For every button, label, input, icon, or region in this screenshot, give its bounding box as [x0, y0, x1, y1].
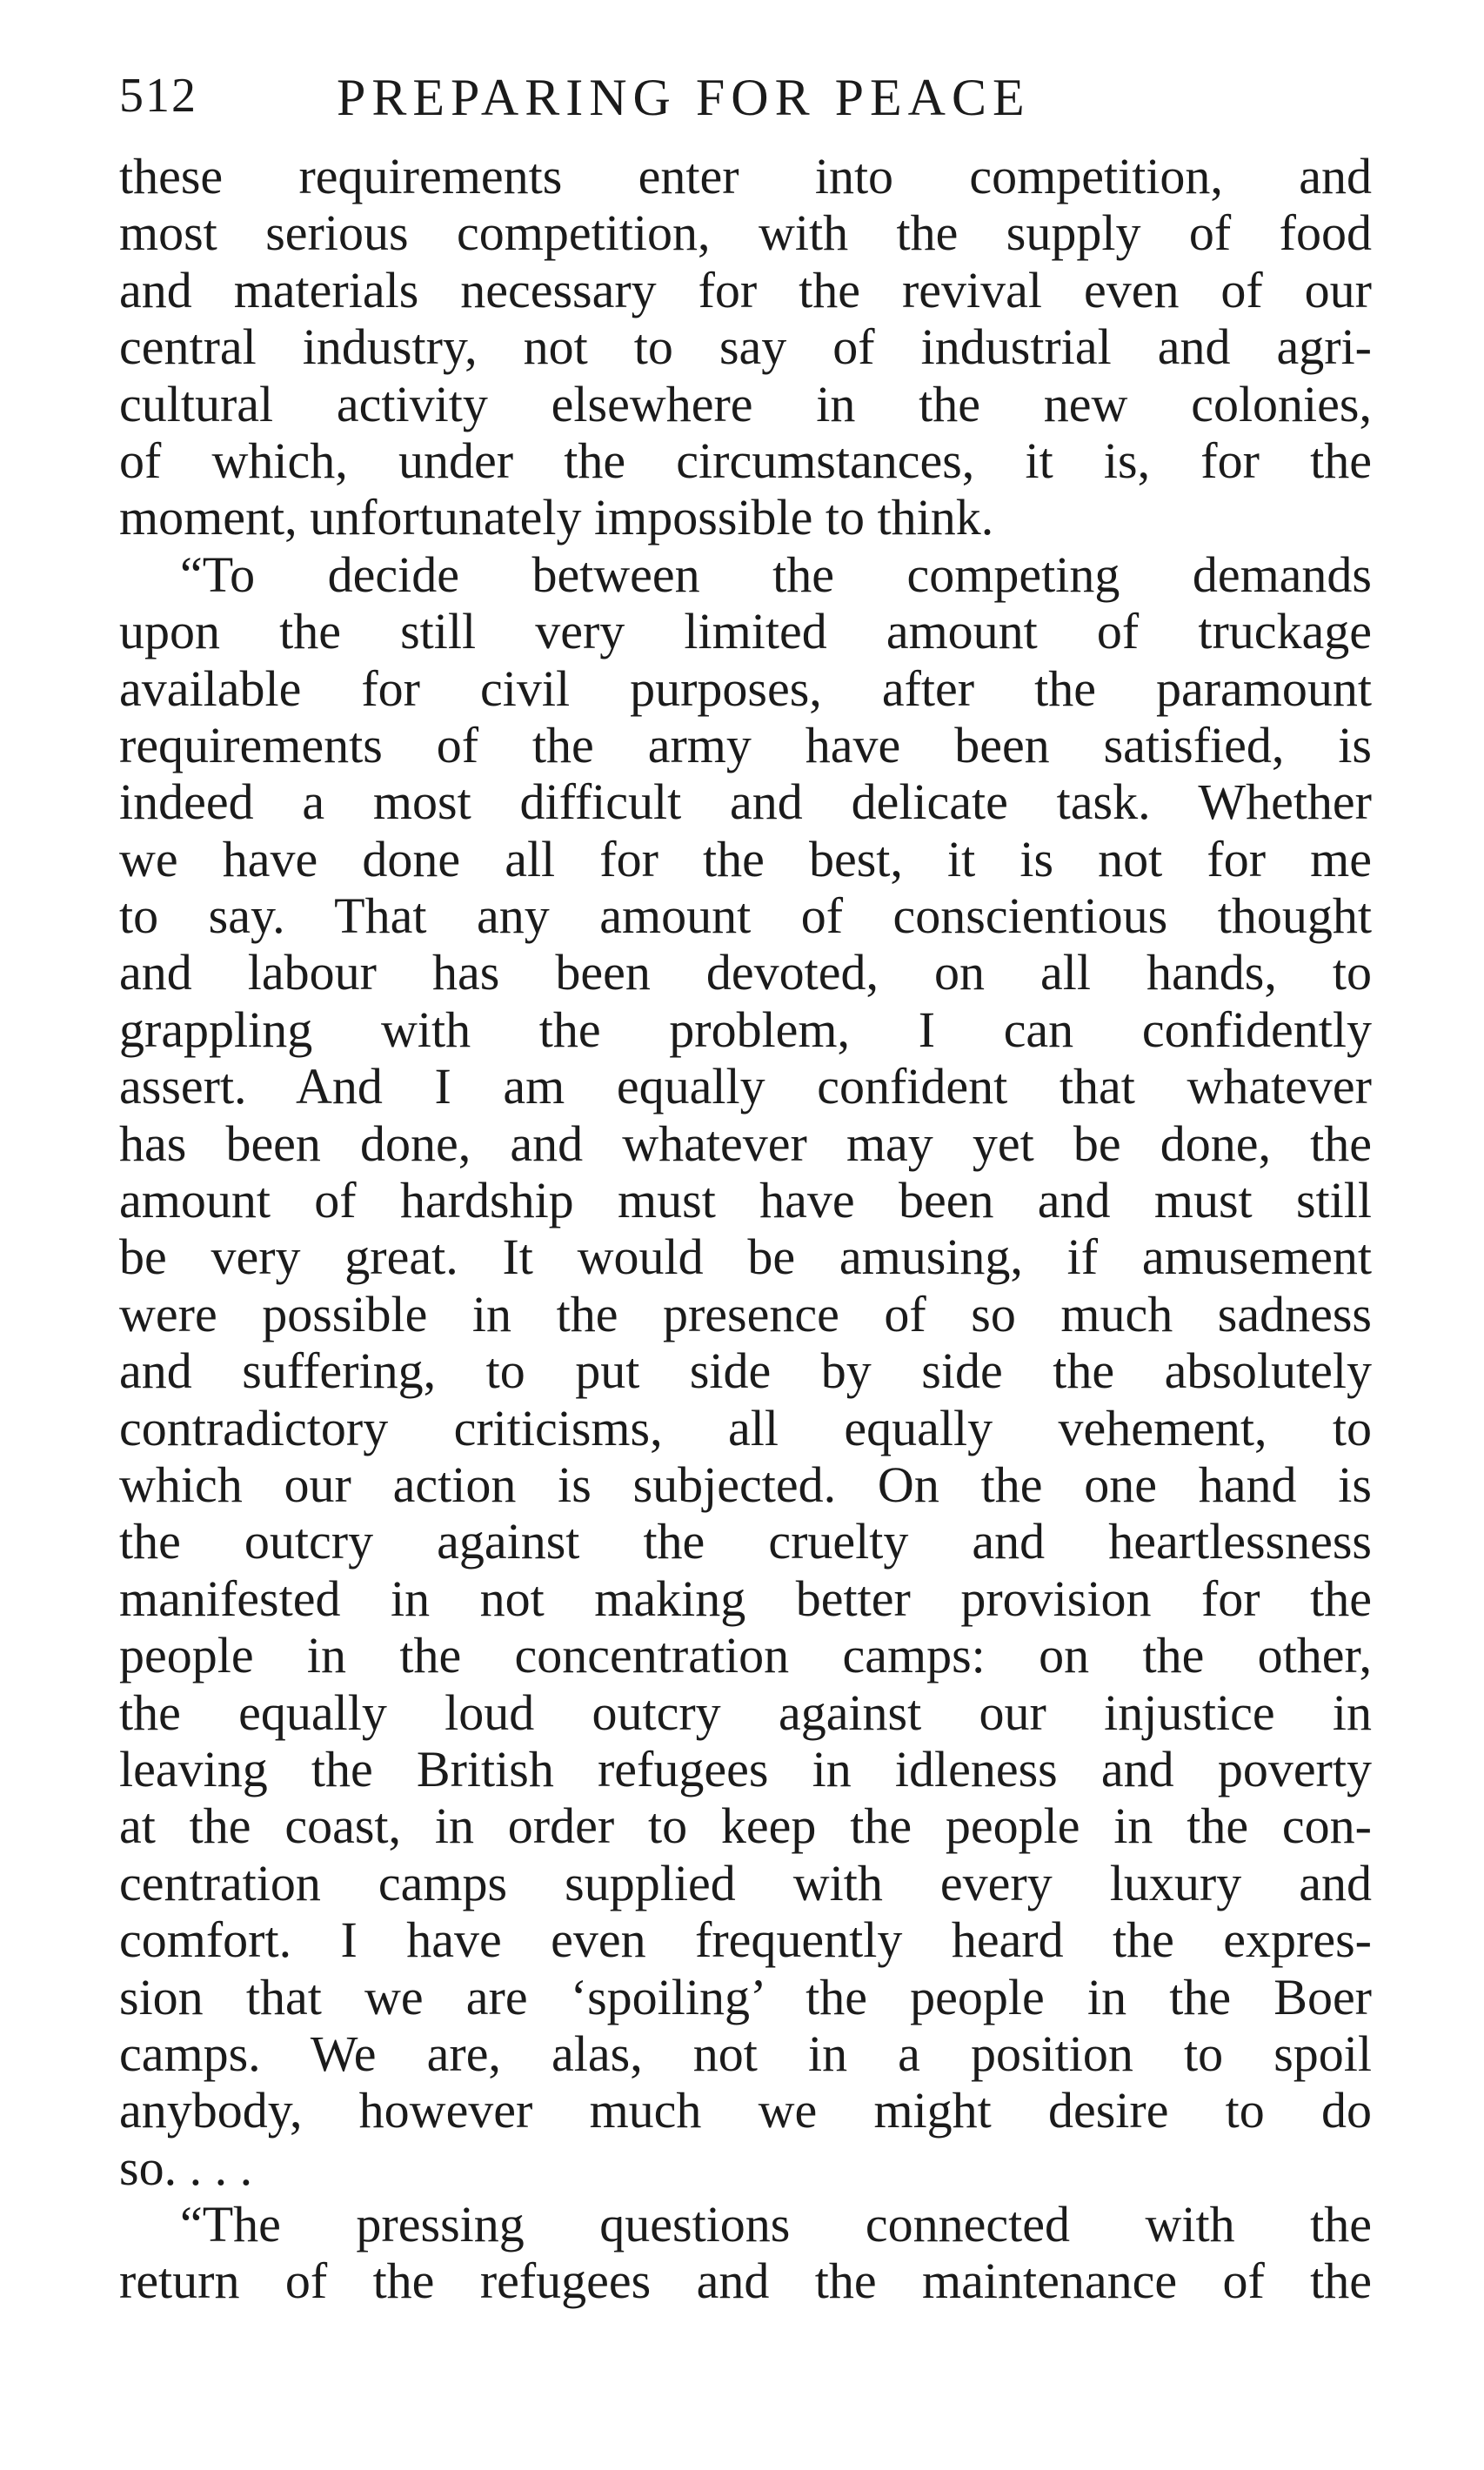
text-line: to say. That any amount of conscientious thought — [119, 887, 1372, 945]
text-line: these requirements enter into competition, and — [119, 148, 1372, 204]
text-line: be very great. It would be amusing, if amusement — [119, 1228, 1372, 1286]
text-line: the equally loud outcry against our injustice in — [119, 1683, 1372, 1741]
text-line: sion that we are ‘spoiling’ the people in the Boer — [119, 1968, 1372, 2025]
running-head: PREPARING FOR PEACE — [337, 69, 1031, 126]
text-line: “To decide between the competing demands — [180, 546, 1372, 603]
text-line: manifested in not making better provision for the — [119, 1570, 1372, 1627]
text-line: at the coast, in order to keep the people in the con- — [119, 1797, 1372, 1855]
text-line: the outcry against the cruelty and heartlessness — [119, 1513, 1372, 1570]
text-line: cultural activity elsewhere in the new colonies, — [119, 375, 1372, 432]
page-header — [119, 68, 1372, 137]
text-line: “The pressing questions connected with the — [180, 2196, 1372, 2253]
text-line: central industry, not to say of industrial and agri- — [119, 318, 1372, 376]
text-line: and labour has been devoted, on all hands, to — [119, 944, 1372, 1001]
text-line: which our action is subjected. On the one hand is — [119, 1456, 1372, 1513]
text-line: so. . . . — [119, 2139, 253, 2196]
text-line: grappling with the problem, I can confidently — [119, 1001, 1372, 1058]
text-line: camps. We are, alas, not in a position to spoil — [119, 2025, 1372, 2082]
text-line: indeed a most difficult and delicate task. Whether — [119, 773, 1372, 831]
text-line: we have done all for the best, it is not for me — [119, 830, 1372, 887]
text-line: available for civil purposes, after the paramount — [119, 659, 1372, 717]
text-line: people in the concentration camps: on the other, — [119, 1627, 1372, 1684]
text-line: requirements of the army have been satisfied, is — [119, 716, 1372, 773]
text-line: leaving the British refugees in idleness and poverty — [119, 1740, 1372, 1797]
text-line: were possible in the presence of so much sadness — [119, 1285, 1372, 1342]
text-line: anybody, however much we might desire to do — [119, 2082, 1372, 2139]
text-line: upon the still very limited amount of truckage — [119, 603, 1372, 660]
text-line: and suffering, to put side by side the absolutely — [119, 1342, 1372, 1400]
text-line: moment, unfortunately impossible to think. — [119, 489, 994, 546]
text-line: comfort. I have even frequently heard the expres- — [119, 1911, 1372, 1969]
text-line: has been done, and whatever may yet be done, the — [119, 1115, 1372, 1172]
text-line: most serious competition, with the supply of food — [119, 204, 1372, 262]
text-line: assert. And I am equally confident that whatever — [119, 1058, 1372, 1115]
body-text — [119, 148, 1372, 2310]
text-line: return of the refugees and the maintenance of the — [119, 2252, 1372, 2310]
text-line: amount of hardship must have been and must still — [119, 1172, 1372, 1229]
page-number: 512 — [119, 69, 197, 123]
text-line: centration camps supplied with every luxury and — [119, 1854, 1372, 1911]
text-line: contradictory criticisms, all equally vehement, to — [119, 1399, 1372, 1456]
text-line: of which, under the circumstances, it is, for the — [119, 432, 1372, 489]
text-line: and materials necessary for the revival even of our — [119, 261, 1372, 318]
